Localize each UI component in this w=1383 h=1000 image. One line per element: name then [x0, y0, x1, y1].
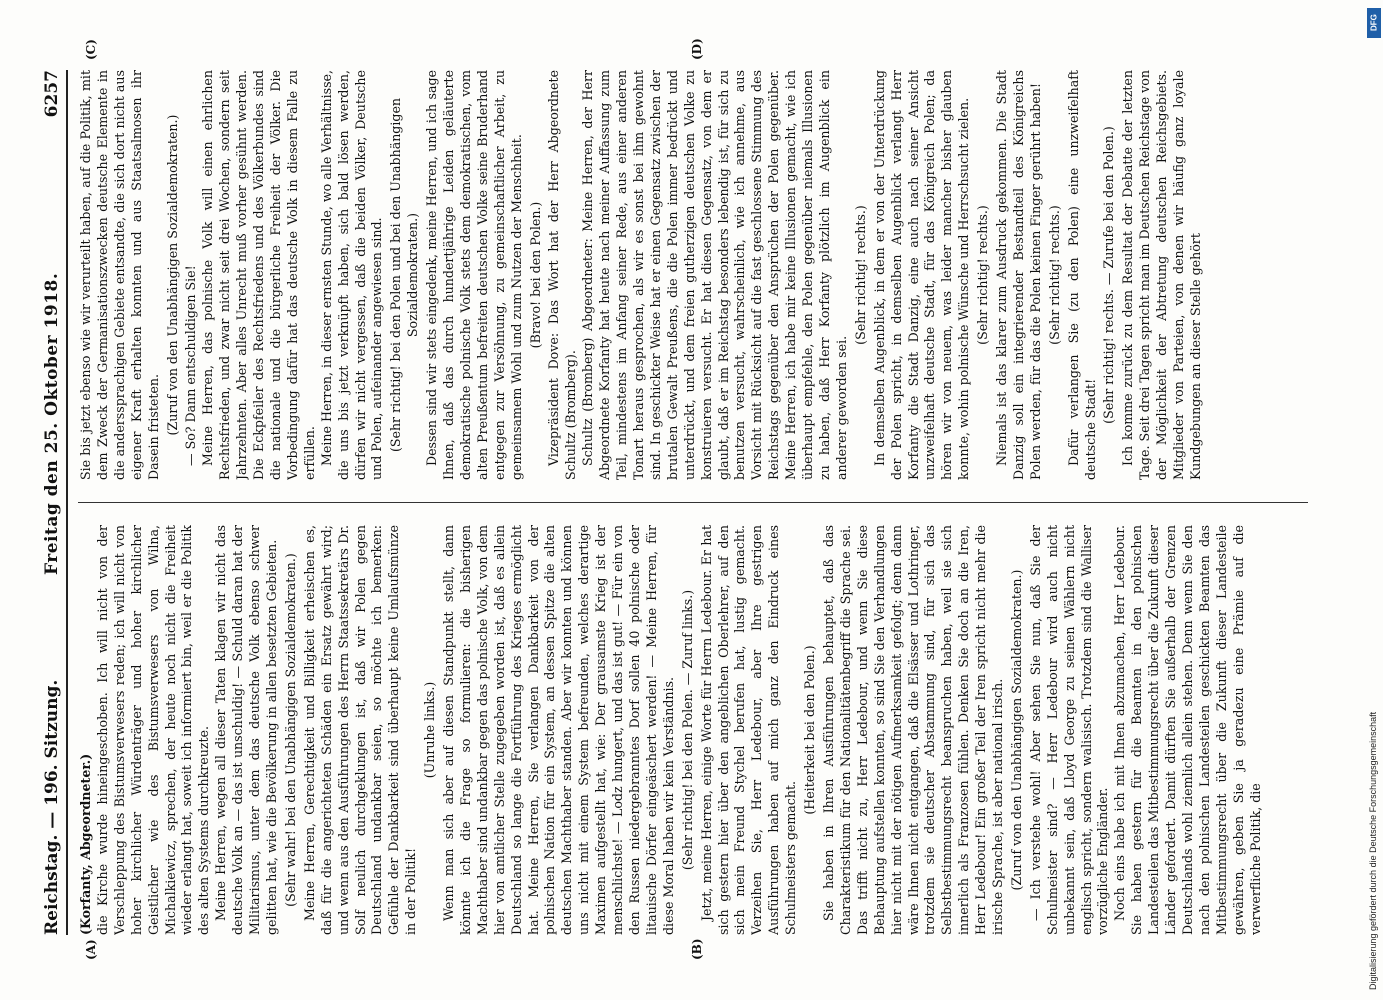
paragraph: — Ich verstehe wohl! Aber sehen Sie nun, daß Sie der Schulmeister sind? — Herr Ledebour wird auch nicht unbekannt sein, daß Lloyd George zu seinen Wählern nicht englisch spricht, sondern walisisch. Trotzdem sind die Walliser vorzügliche Engländer.	[1027, 525, 1111, 935]
interjection: (Sehr richtig! bei den Polen. — Zuruf links.)	[679, 589, 695, 871]
paragraph: In demselben Augenblick, in dem er von der Unterdrückung der Polen spricht, in demselben Augenblick verlangt Herr Korfanty die Stadt Danzig, eine auch nach seiner Ansicht unzweifelhaft deutsche Stadt, für das Königreich Polen; da hören wir von neuem, was leider mancher bisher glauben konnte, wohin polnische Wünsche und Herrschsucht zielen.	[871, 70, 972, 480]
margin-marker-b: (B)	[690, 938, 704, 960]
right-column	[78, 70, 1308, 480]
digitization-credit: Digitalisierung gefördert durch die Deutsche Forschungsgemeinschaft	[1368, 711, 1378, 990]
paragraph: Noch eins habe ich mit Ihnen abzumachen, Herr Ledebour. Sie haben gestern für die Beamten in den polnischen Landesteilen das Mitbestimmungsrecht über die Zukunft dieser Länder gefordert. Damit dürften Sie außerhalb der Grenzen Deutschlands wohl ziemlich allein stehen. Denn wenn Sie den nach den polnischen Landesteilen geschickten Beamten das Mitbestimmungsrecht über die Zukunft dieser Landesteile gewähren, geben Sie ja geradezu eine Prämie auf die verwerfliche Politik, die	[1112, 525, 1263, 935]
interjection: (Sehr richtig! rechts.)	[1046, 205, 1062, 345]
interjection: (Zuruf von den Unabhängigen Sozialdemokraten.)	[1008, 569, 1024, 891]
left-column	[78, 525, 1308, 935]
dfg-logo-icon: DFG	[1367, 8, 1381, 38]
paragraph: Schultz (Bromberg) Abgeordneter: Meine Herren, der Herr Abgeordnete Korfanty hat heute nach meiner Auffassung zum Teil, mindestens im Anfang seiner Rede, aus einer anderen Tonart heraus gesprochen, als wir es sonst bei ihm gewohnt sind. In geschickter Weise hat er einen Gegensatz zwischen der brutalen Gewalt Preußens, die die Polen immer bedrückt und unterdrückt, und dem freien gutherzigen deutschen Volke zu konstruieren versucht. Er hat diesen Gegensatz, von dem er glaubt, daß er im Reichstag besonders lebendig ist, für sich zu benutzen versucht, wahrscheinlich, wie ich annehme, aus Vorsicht mit Rücksicht auf die fast geschlossene Stimmung des Reichstags gegenüber den Ansprüchen der Polen gegenüber. Meine Herren, ich habe mir keine Illusionen gemacht, wie ich überhaupt empfehle, den Polen gegenüber niemals Illusionen zu haben, daß Herr Korfanty plötzlich im Augenblick ein anderer geworden sei.	[580, 70, 849, 480]
paragraph: Ich komme zurück zu dem Resultat der Debatte der letzten Tage. Seit drei Tagen spricht man im Deutschen Reichstage von der Möglichkeit der Abtretung deutschen Reichsgebiets. Mitglieder von Parteien, von denen wir häufig ganz loyale Kundgebungen an dieser Stelle gehört	[1120, 70, 1203, 480]
paragraph: Meine Herren, das polnische Volk will einen ehrlichen Rechtsfrieden, und zwar nicht seit drei Wochen, sondern seit Jahrzehnten. Aber alles Unrecht muß vorher gesühnt werden. Die Eckpfeiler des Rechtsfriedens und des Völkerbundes sind die nationale und die bürgerliche Freiheit der Völker. Die Vorbedingung dafür hat das deutsche Volk in diesem Falle zu erfüllen.	[200, 70, 317, 480]
paragraph: Niemals ist das klarer zum Ausdruck gekommen. Die Stadt Danzig soll ein integrierender Bestandteil des Königreichs Polen werden, für das die Polen keinen Finger gerührt haben!	[994, 70, 1043, 480]
paragraph: — So? Dann entschuldigen Sie!	[183, 265, 199, 466]
header-page-number: 6257	[42, 70, 62, 118]
paragraph: die Kirche wurde hineingeschoben. Ich will nicht von der Verschleppung des Bistumsverwesers reden; ich will nicht von hoher kirchlicher Würdenträger und hoher kirchlicher Geistlicher wie des Bistumsverwesers von Wilna, Michalkiewicz, sprechen, der heute noch nicht die Freiheit wieder erlangt hat, soweit ich informiert bin, weil er die Politik des alten Systems durchkreuzte.	[94, 525, 212, 935]
paragraph: Meine Herren, in dieser ernsten Stunde, wo alle Verhältnisse, die uns bis jetzt verknüpft haben, sich bald lösen werden, dürfen wir nicht vergessen, daß die beiden Völker, Deutsche und Polen, aufeinander angewiesen sind.	[318, 70, 385, 480]
interjection: (Unruhe links.)	[422, 681, 438, 779]
paragraph: Dafür verlangen Sie (zu den Polen) eine unzweifelhaft deutsche Stadt!	[1065, 70, 1098, 480]
interjection: (Zuruf von den Unabhängigen Sozialdemokraten.)	[164, 114, 180, 436]
paragraph: Meine Herren, wegen all dieser Taten klagen wir nicht das deutsche Volk an — das ist unschuldig! — Schuld daran hat der Militarismus, unter dem das deutsche Volk ebenso schwer gelitten hat, wie die Bevölkerung in allen besetzten Gebieten.	[213, 525, 279, 935]
interjection: (Sehr richtig! rechts.)	[852, 205, 868, 345]
header-date: Freitag den 25. Oktober 1918.	[42, 272, 62, 575]
margin-marker-c: (C)	[84, 39, 98, 60]
paragraph: Jetzt, meine Herren, einige Worte für Herrn Ledebour. Er hat sich gestern hier über den angeblichen Oberlehrer, auf den sich mein Freund Stychel berufen hat, lustig gemacht. Verzeihen Sie, Herr Ledebour, aber Ihre gestrigen Ausführungen haben auf mich ganz den Eindruck eines Schulmeisters gemacht.	[698, 525, 799, 935]
paragraph: Meine Herren, Gerechtigkeit und Billigkeit erheischen es, daß für die angerichteten Schäden ein Ersatz gewährt wird; und wenn aus den Ausführungen des Herrn Staatssekretärs Dr. Solf neulich durchgeklungen ist, daß wir Polen gegen Deutschland undankbar seien, so möchte ich bemerken: Gefühle der Dankbarkeit sind überhaupt keine Umlaufsmünze in der Politik!	[301, 525, 419, 935]
paragraph: Vizepräsident Dove: Das Wort hat der Herr Abgeordnete Schultz (Bromberg).	[546, 70, 579, 480]
interjection: (Sehr richtig! bei den Polen und bei den Unabhängigen Sozialdemokraten.)	[388, 97, 421, 453]
interjection: (Sehr richtig! rechts. — Zurufe bei den Polen.)	[1101, 126, 1117, 424]
page-header	[40, 70, 68, 935]
paragraph: Dessen sind wir stets eingedenk, meine Herren, und ich sage Ihnen, daß das durch hundertjährige Leiden geläuterte demokratische polnische Volk stets dem demokratischen, vom alten Preußentum befreiten deutschen Volke seine Bruderhand entgegen zur Versöhnung, zu gemeinschaftlicher Arbeit, zu gemeinsamem Wohl und zum Nutzen der Menschheit.	[424, 70, 524, 480]
speaker-line: (Korfanty, Abgeordneter.)	[78, 753, 93, 935]
paragraph: Wenn man sich aber auf diesen Standpunkt stellt, dann könnte ich die Frage so formulieren: die bisherigen Machthaber sind undankbar gegen das polnische Volk, von dem hier von amtlicher Stelle zugegeben worden ist, daß es allein Deutschland so lange die Fortführung des Krieges ermöglicht hat. Meine Herren, Sie verlangen Dankbarkeit von der polnischen Nation für ein System, an dessen Spitze die alten deutschen Machthaber standen. Aber wir konnten und können uns nicht mit einem System befreunden, welches derartige Maximen aufgestellt hat, wie: Der grausamste Krieg ist der menschlichste! — Lodz hungert, und das ist gut! — Für ein von den Russen niedergebranntes Dorf sollen 40 polnische oder litauische Dörfer eingeäschert werden! — Meine Herren, für diese Moral haben wir kein Verständnis.	[441, 525, 676, 935]
column-divider	[78, 502, 1308, 503]
margin-marker-a: (A)	[84, 939, 98, 960]
paragraph: Sie haben in Ihren Ausführungen behauptet, daß das Charakteristikum für den Nationalitätenbegriff die Sprache sei. Das trifft nicht zu, Herr Ledebour, und wenn Sie diese Behauptung aufstellen konnten, so sind Sie den Verhandlungen hier nicht mit der nötigen Aufmerksamkeit gefolgt; denn dann wäre Ihnen nicht entgangen, daß die Elsässer und Lothringer, trotzdem sie deutscher Abstammung sind, für sich das Selbstbestimmungsrecht beanspruchen haben, weil sie sich innerlich als Franzosen fühlen. Denken Sie doch an die Iren, Herr Ledebour! Ein großer Teil der Iren spricht nicht mehr die irische Sprache, ist aber national irisch.	[820, 525, 1006, 935]
interjection: (Sehr wahr! bei den Unabhängigen Sozialdemokraten.)	[282, 553, 298, 907]
interjection: (Sehr richtig! rechts.)	[975, 205, 991, 345]
paragraph: Sie bis jetzt ebenso wie wir verurteilt haben, auf die Politik, mit dem Zweck der Germanisationszwecken deutsche Elemente in die anderssprachigen Gebiete entsandte, die sich dort nicht aus eigener Kraft erhalten konnten und aus Staatsalmosen ihr Dasein fristeten.	[78, 70, 161, 480]
margin-marker-d: (D)	[690, 38, 704, 60]
interjection: (Bravo! bei den Polen.)	[527, 201, 543, 349]
header-session: Reichstag. — 196. Sitzung.	[42, 679, 62, 935]
interjection: (Heiterkeit bei den Polen.)	[802, 645, 818, 815]
